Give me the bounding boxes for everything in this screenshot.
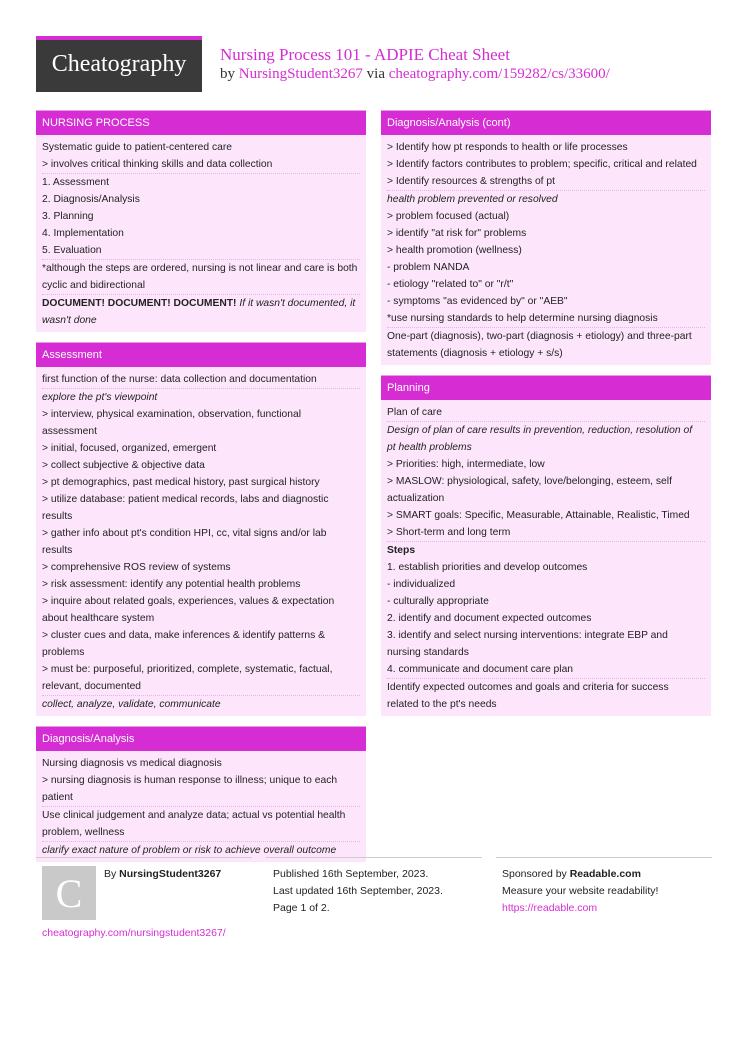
text-line: > inquire about related goals, experiences, values & expectation	[42, 596, 335, 607]
text-line: Nursing diagnosis vs medical diagnosis	[42, 758, 222, 769]
text-line: problems	[42, 647, 85, 658]
text-line: > utilize database: patient medical records, labs and diagnostic	[42, 494, 329, 505]
text-line: > gather info about pt's condition HPI, cc, vital signs and/or lab	[42, 528, 327, 539]
text-line: > problem focused (actual)	[387, 211, 510, 222]
page-number: Page 1 of 2.	[273, 902, 330, 914]
footer-author-name[interactable]: NursingStudent3267	[119, 868, 222, 880]
text-line: - problem NANDA	[387, 262, 470, 273]
text-line: > must be: purposeful, prioritized, complete, systematic, factual,	[42, 664, 333, 675]
text-line: > Identify factors contributes to problem; specific, critical and related	[387, 159, 697, 170]
updated-date: Last updated 16th September, 2023.	[273, 885, 443, 897]
footer-author-url-block	[42, 925, 226, 942]
text-line: > SMART goals: Specific, Measurable, Attainable, Realistic, Timed	[387, 510, 690, 521]
text-line: Steps	[387, 541, 705, 559]
text-line: > collect subjective & objective data	[42, 460, 205, 471]
footer-divider	[266, 857, 482, 858]
documentation-note	[42, 294, 360, 312]
section-diagnosis-cont	[381, 110, 711, 365]
text-line: Systematic guide to patient-centered care	[42, 142, 233, 153]
published-date: Published 16th September, 2023.	[273, 868, 429, 880]
text-line: clarify exact nature of problem or risk to achieve overall outcome	[42, 841, 360, 859]
text-line: > involves critical thinking skills and data collection	[42, 159, 273, 170]
section-title: Diagnosis/Analysis	[36, 726, 366, 751]
section-diagnosis	[36, 726, 366, 862]
text-line: 1. Assessment	[42, 173, 360, 191]
sponsor-link[interactable]: https://readable.com	[502, 902, 598, 914]
text-line: collect, analyze, validate, communicate	[42, 695, 360, 713]
footer-author	[104, 866, 221, 883]
text-line: 3. identify and select nursing interventions: integrate EBP and	[387, 630, 668, 641]
section-body	[381, 400, 711, 716]
footer-sponsor	[502, 866, 658, 917]
sponsor-line	[502, 866, 658, 883]
byline-prefix: by	[220, 66, 239, 82]
text-line: Design of plan of care results in prevention, reduction, resolution of	[387, 421, 705, 439]
text-line: results	[42, 511, 73, 522]
section-body	[36, 751, 366, 862]
section-title: NURSING PROCESS	[36, 110, 366, 135]
cheatography-logo[interactable]: Cheatography	[36, 36, 202, 92]
left-column	[36, 110, 366, 872]
text-line: 4. communicate and document care plan	[387, 664, 574, 675]
text-line: > Identify resources & strengths of pt	[387, 176, 555, 187]
byline-via: via	[362, 66, 389, 82]
text-line: first function of the nurse: data collection and documentation	[42, 374, 317, 385]
text-line: wasn't done	[42, 315, 97, 326]
text-line: statements (diagnosis + etiology + s/s)	[387, 348, 563, 359]
page-title: Nursing Process 101 - ADPIE Cheat Sheet	[220, 45, 510, 64]
text-line: - culturally appropriate	[387, 596, 489, 607]
text-line: - individualized	[387, 579, 456, 590]
text-line: pt health problems	[387, 442, 472, 453]
footer-by-label: By	[104, 868, 120, 880]
text-line: > initial, focused, organized, emergent	[42, 443, 217, 454]
text-line: patient	[42, 792, 73, 803]
text-line: - etiology "related to" or "r/t"	[387, 279, 514, 290]
text-line: 2. Diagnosis/Analysis	[42, 194, 140, 205]
text-line: > Priorities: high, intermediate, low	[387, 459, 545, 470]
text-line: results	[42, 545, 73, 556]
footer-publish-info	[273, 866, 443, 917]
sponsor-name[interactable]: Readable.com	[569, 868, 641, 880]
author-profile-link[interactable]: cheatography.com/nursingstudent3267/	[42, 927, 226, 939]
text-line: > health promotion (wellness)	[387, 245, 522, 256]
text-line: problem, wellness	[42, 827, 125, 838]
text-line: 1. establish priorities and develop outcomes	[387, 562, 588, 573]
text-line: - symptoms "as evidenced by" or "AEB"	[387, 296, 568, 307]
text-line: related to the pt's needs	[387, 699, 497, 710]
text-line: nursing standards	[387, 647, 469, 658]
text-line: explore the pt's viewpoint	[42, 388, 360, 406]
section-body	[381, 135, 711, 365]
text-line: 2. identify and document expected outcomes	[387, 613, 592, 624]
text-line: 3. Planning	[42, 211, 94, 222]
text-line: > interview, physical examination, observation, functional	[42, 409, 301, 420]
text-line: relevant, documented	[42, 681, 142, 692]
section-title: Assessment	[36, 342, 366, 367]
text-line: One-part (diagnosis), two-part (diagnosis + etiology) and three-part	[387, 327, 705, 345]
footer-divider	[36, 857, 252, 858]
sponsored-label: Sponsored by	[502, 868, 570, 880]
section-planning	[381, 375, 711, 716]
text-line: > cluster cues and data, make inferences & identify patterns &	[42, 630, 326, 641]
byline	[220, 66, 610, 83]
sponsor-tagline: Measure your website readability!	[502, 885, 659, 897]
text-line: assessment	[42, 426, 97, 437]
section-title: Planning	[381, 375, 711, 400]
text-line: > nursing diagnosis is human response to illness; unique to each	[42, 775, 338, 786]
section-title: Diagnosis/Analysis (cont)	[381, 110, 711, 135]
sheet-url-link[interactable]: cheatography.com/159282/cs/33600/	[388, 66, 610, 82]
doc-bold-text: DOCUMENT! DOCUMENT! DOCUMENT!	[42, 298, 237, 309]
text-line: > identify "at risk for" problems	[387, 228, 527, 239]
right-column	[381, 110, 711, 726]
text-line: > risk assessment: identify any potential health problems	[42, 579, 301, 590]
text-line: 5. Evaluation	[42, 245, 102, 256]
text-line: *use nursing standards to help determine nursing diagnosis	[387, 313, 658, 324]
doc-italic-text: If it wasn't documented, it	[239, 298, 356, 309]
text-line: > Identify how pt responds to health or life processes	[387, 142, 628, 153]
section-body	[36, 135, 366, 332]
author-avatar[interactable]: C	[42, 866, 96, 920]
footer-divider	[496, 857, 712, 858]
text-line: Plan of care	[387, 407, 442, 418]
text-line: > MASLOW: physiological, safety, love/belonging, esteem, self	[387, 476, 672, 487]
section-assessment	[36, 342, 366, 716]
text-line: > pt demographics, past medical history, past surgical history	[42, 477, 320, 488]
text-line: health problem prevented or resolved	[387, 190, 705, 208]
text-line: about healthcare system	[42, 613, 155, 624]
text-line: *although the steps are ordered, nursing is not linear and care is both	[42, 259, 360, 277]
section-body	[36, 367, 366, 716]
section-nursing-process	[36, 110, 366, 332]
text-line: Identify expected outcomes and goals and criteria for success	[387, 678, 705, 696]
author-link[interactable]: NursingStudent3267	[238, 66, 363, 82]
text-line: Use clinical judgement and analyze data; actual vs potential health	[42, 806, 360, 824]
text-line: > comprehensive ROS review of systems	[42, 562, 231, 573]
text-line: 4. Implementation	[42, 228, 124, 239]
text-line: > Short-term and long term	[387, 527, 511, 538]
text-line: actualization	[387, 493, 445, 504]
text-line: cyclic and bidirectional	[42, 280, 146, 291]
